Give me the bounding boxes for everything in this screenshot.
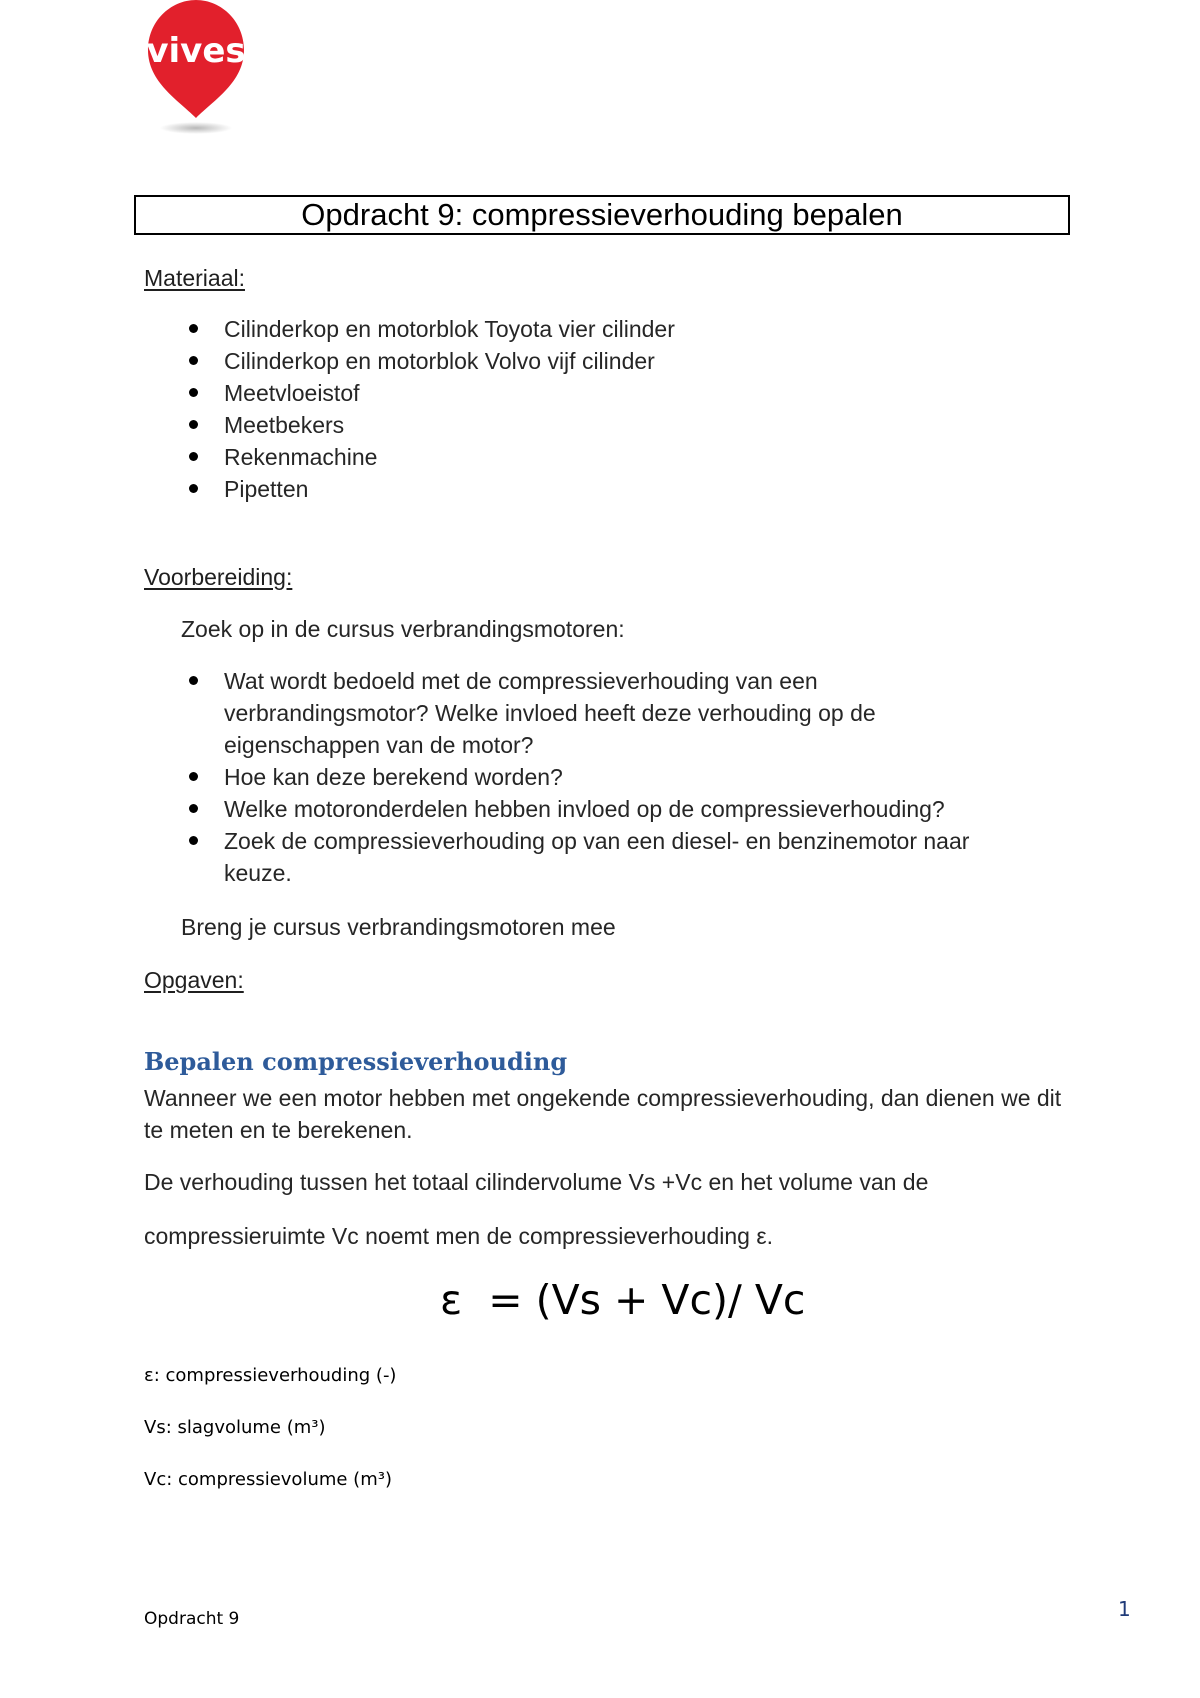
opgaven-label: Opgaven:: [144, 967, 244, 993]
bullet-icon: [189, 356, 198, 365]
list-item: Hoe kan deze berekend worden?: [144, 761, 1024, 793]
definition-epsilon: ε: compressieverhouding (-): [144, 1365, 397, 1386]
definition-vc: Vc: compressievolume (m³): [144, 1469, 392, 1490]
list-item: Meetvloeistof: [144, 377, 1044, 409]
bullet-icon: [189, 484, 198, 493]
voorbereiding-label: Voorbereiding:: [144, 564, 293, 590]
definition-vs: Vs: slagvolume (m³): [144, 1417, 326, 1438]
bullet-icon: [189, 676, 198, 685]
list-item: Welke motoronderdelen hebben invloed op de compressieverhouding?: [144, 793, 1024, 825]
list-item: Wat wordt bedoeld met de compressieverhouding van een verbrandingsmotor? Welke invloed heeft deze verhouding op de eigenschappen van de motor?: [144, 665, 1024, 761]
bullet-icon: [189, 452, 198, 461]
section-paragraph-2-line-2: compressieruimte Vc noemt men de compressieverhouding ε.: [144, 1223, 773, 1249]
section-paragraph-1: Wanneer we een motor hebben met ongekende compressieverhouding, dan dienen we dit te meten en te berekenen.: [144, 1085, 1062, 1143]
page-number: 1: [1118, 1597, 1131, 1621]
section-heading: Bepalen compressieverhouding: [144, 1047, 568, 1076]
materiaal-label: Materiaal:: [144, 265, 245, 291]
section-paragraph-2-line-1: De verhouding tussen het totaal cilindervolume Vs +Vc en het volume van de: [144, 1169, 929, 1195]
bullet-icon: [189, 804, 198, 813]
bullet-icon: [189, 836, 198, 845]
bullet-icon: [189, 772, 198, 781]
list-item: Pipetten: [144, 473, 1044, 505]
vives-logo: [138, 0, 258, 140]
document-title: [134, 195, 1070, 235]
list-item: Cilinderkop en motorblok Toyota vier cilinder: [144, 313, 1044, 345]
list-item: Rekenmachine: [144, 441, 1044, 473]
materiaal-list: [144, 313, 1044, 505]
footer-label: Opdracht 9: [144, 1609, 240, 1629]
list-item: Meetbekers: [144, 409, 1044, 441]
formula: ε = (Vs + Vc)/ Vc: [440, 1276, 806, 1324]
logo-text: vives: [146, 31, 246, 71]
list-item: Zoek de compressieverhouding op van een diesel- en benzinemotor naar keuze.: [144, 825, 1024, 889]
bullet-icon: [189, 420, 198, 429]
voorbereiding-intro: Zoek op in de cursus verbrandingsmotoren:: [181, 616, 625, 642]
bullet-icon: [189, 388, 198, 397]
list-item: Cilinderkop en motorblok Volvo vijf cilinder: [144, 345, 1044, 377]
title-text: Opdracht 9: compressieverhouding bepalen: [301, 197, 903, 232]
voorbereiding-list: [144, 665, 1024, 889]
voorbereiding-note: Breng je cursus verbrandingsmotoren mee: [181, 914, 616, 940]
bullet-icon: [189, 324, 198, 333]
